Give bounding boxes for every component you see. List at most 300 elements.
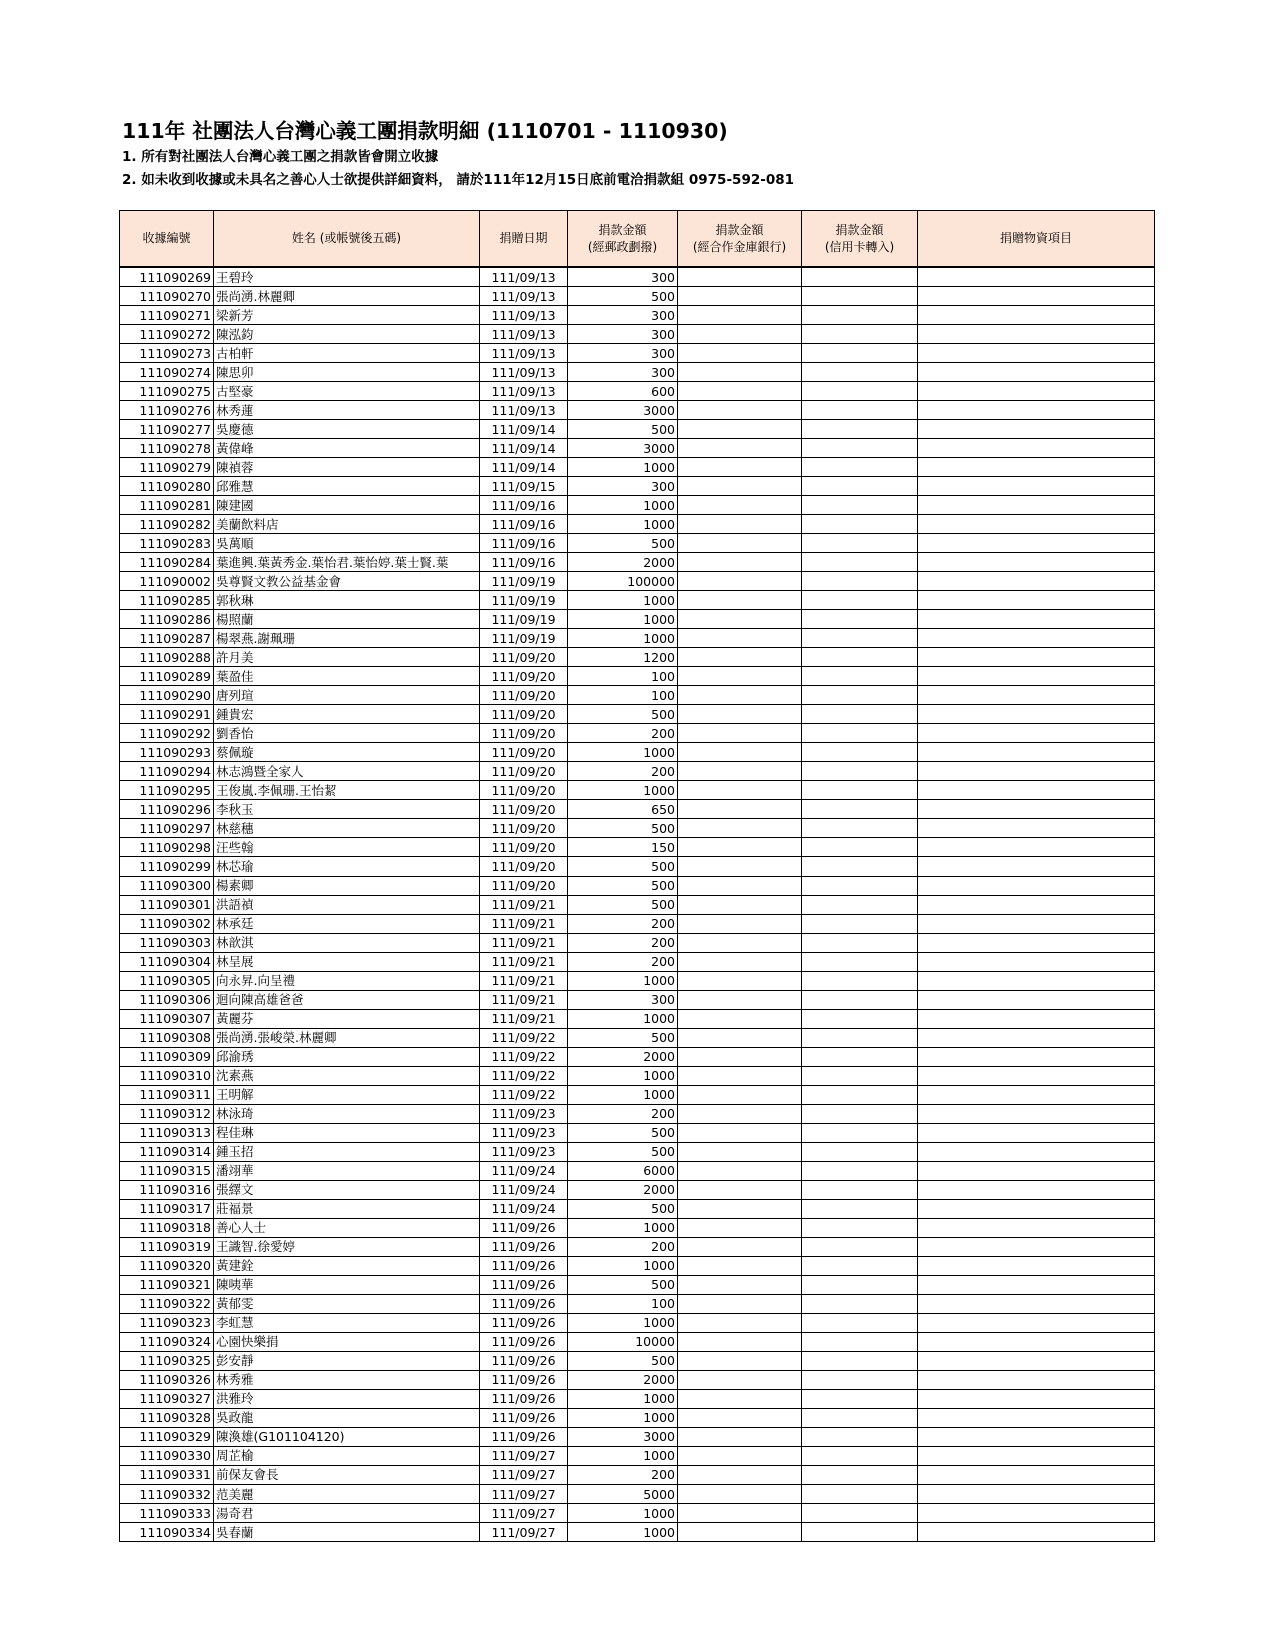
postal-amount-cell: 3000	[568, 1427, 678, 1446]
bank-amount-cell	[678, 496, 802, 515]
postal-amount-cell: 500	[568, 287, 678, 306]
date-cell: 111/09/21	[480, 990, 568, 1009]
bank-amount-cell	[678, 458, 802, 477]
goods-cell	[918, 1485, 1155, 1504]
postal-amount-cell: 10000	[568, 1332, 678, 1351]
postal-amount-cell: 2000	[568, 1370, 678, 1389]
header-postal-amount	[568, 211, 678, 268]
card-amount-cell	[802, 1485, 918, 1504]
name-cell: 林呈展	[214, 952, 480, 971]
card-amount-cell	[802, 420, 918, 439]
card-amount-cell	[802, 572, 918, 591]
bank-amount-cell	[678, 1028, 802, 1047]
table-row	[120, 1218, 1155, 1237]
date-cell: 111/09/27	[480, 1504, 568, 1523]
card-amount-cell	[802, 287, 918, 306]
bank-amount-cell	[678, 306, 802, 325]
postal-amount-cell: 500	[568, 876, 678, 895]
postal-amount-cell: 2000	[568, 553, 678, 572]
bank-amount-cell	[678, 325, 802, 344]
goods-cell	[918, 1446, 1155, 1465]
receipt-no-cell: 111090321	[120, 1275, 214, 1294]
header-name: 姓名 (或帳號後五碼)	[214, 211, 480, 268]
date-cell: 111/09/13	[480, 382, 568, 401]
bank-amount-cell	[678, 1218, 802, 1237]
card-amount-cell	[802, 1313, 918, 1332]
card-amount-cell	[802, 1351, 918, 1370]
name-cell: 葉進興.葉黃秀金.葉怡君.葉怡婷.葉士賢.葉	[214, 553, 480, 572]
receipt-no-cell: 111090312	[120, 1104, 214, 1123]
receipt-no-cell: 111090331	[120, 1465, 214, 1484]
card-amount-cell	[802, 895, 918, 914]
table-row	[120, 1485, 1155, 1504]
goods-cell	[918, 1389, 1155, 1408]
bank-amount-cell	[678, 515, 802, 534]
date-cell: 111/09/13	[480, 287, 568, 306]
name-cell: 黃郁雯	[214, 1294, 480, 1313]
table-row	[120, 1085, 1155, 1104]
date-cell: 111/09/13	[480, 344, 568, 363]
receipt-no-cell: 111090318	[120, 1218, 214, 1237]
table-row	[120, 1275, 1155, 1294]
name-cell: 古柏軒	[214, 344, 480, 363]
bank-amount-cell	[678, 838, 802, 857]
header-postal-line2: (經郵政劃撥)	[587, 239, 658, 254]
name-cell: 陳泓鈞	[214, 325, 480, 344]
date-cell: 111/09/16	[480, 515, 568, 534]
name-cell: 郭秋琳	[214, 591, 480, 610]
name-cell: 洪語禎	[214, 895, 480, 914]
name-cell: 林秀雅	[214, 1370, 480, 1389]
card-amount-cell	[802, 515, 918, 534]
bank-amount-cell	[678, 1123, 802, 1142]
name-cell: 林泳琦	[214, 1104, 480, 1123]
date-cell: 111/09/23	[480, 1142, 568, 1161]
postal-amount-cell: 1000	[568, 629, 678, 648]
postal-amount-cell: 500	[568, 1142, 678, 1161]
postal-amount-cell: 2000	[568, 1180, 678, 1199]
goods-cell	[918, 1523, 1155, 1542]
table-row	[120, 325, 1155, 344]
name-cell: 吳政龍	[214, 1408, 480, 1427]
postal-amount-cell: 200	[568, 933, 678, 952]
card-amount-cell	[802, 534, 918, 553]
bank-amount-cell	[678, 1427, 802, 1446]
date-cell: 111/09/20	[480, 743, 568, 762]
goods-cell	[918, 1085, 1155, 1104]
goods-cell	[918, 1313, 1155, 1332]
goods-cell	[918, 762, 1155, 781]
card-amount-cell	[802, 1427, 918, 1446]
name-cell: 潘翊華	[214, 1161, 480, 1180]
bank-amount-cell	[678, 553, 802, 572]
card-amount-cell	[802, 990, 918, 1009]
name-cell: 林志鴻暨全家人	[214, 762, 480, 781]
goods-cell	[918, 420, 1155, 439]
goods-cell	[918, 382, 1155, 401]
receipt-no-cell: 111090270	[120, 287, 214, 306]
receipt-no-cell: 111090285	[120, 591, 214, 610]
date-cell: 111/09/20	[480, 800, 568, 819]
receipt-no-cell: 111090311	[120, 1085, 214, 1104]
receipt-no-cell: 111090292	[120, 724, 214, 743]
postal-amount-cell: 500	[568, 819, 678, 838]
name-cell: 迴向陳高雄爸爸	[214, 990, 480, 1009]
name-cell: 吳尊賢文教公益基金會	[214, 572, 480, 591]
card-amount-cell	[802, 705, 918, 724]
postal-amount-cell: 1000	[568, 1009, 678, 1028]
date-cell: 111/09/19	[480, 629, 568, 648]
date-cell: 111/09/26	[480, 1218, 568, 1237]
card-amount-cell	[802, 781, 918, 800]
date-cell: 111/09/19	[480, 572, 568, 591]
postal-amount-cell: 1000	[568, 743, 678, 762]
date-cell: 111/09/20	[480, 686, 568, 705]
card-amount-cell	[802, 477, 918, 496]
postal-amount-cell: 1000	[568, 1408, 678, 1427]
note-contact: 2. 如未收到收據或未具名之善心人士欲提供詳細資料， 請於111年12月15日底前電洽捐款組 0975-592-081	[122, 172, 795, 188]
table-row	[120, 382, 1155, 401]
card-amount-cell	[802, 857, 918, 876]
postal-amount-cell: 100	[568, 686, 678, 705]
table-row	[120, 1123, 1155, 1142]
postal-amount-cell: 1000	[568, 1446, 678, 1465]
card-amount-cell	[802, 1142, 918, 1161]
bank-amount-cell	[678, 439, 802, 458]
postal-amount-cell: 100	[568, 1294, 678, 1313]
date-cell: 111/09/21	[480, 1009, 568, 1028]
receipt-no-cell: 111090303	[120, 933, 214, 952]
card-amount-cell	[802, 458, 918, 477]
table-row	[120, 610, 1155, 629]
receipt-no-cell: 111090002	[120, 572, 214, 591]
table-row	[120, 496, 1155, 515]
card-amount-cell	[802, 876, 918, 895]
receipt-no-cell: 111090333	[120, 1504, 214, 1523]
receipt-no-cell: 111090277	[120, 420, 214, 439]
name-cell: 蔡佩璇	[214, 743, 480, 762]
table-row	[120, 838, 1155, 857]
bank-amount-cell	[678, 1313, 802, 1332]
table-row	[120, 1066, 1155, 1085]
date-cell: 111/09/13	[480, 401, 568, 420]
receipt-no-cell: 111090279	[120, 458, 214, 477]
table-row	[120, 363, 1155, 382]
bank-amount-cell	[678, 1142, 802, 1161]
card-amount-cell	[802, 1389, 918, 1408]
name-cell: 前保友會長	[214, 1465, 480, 1484]
name-cell: 湯奇君	[214, 1504, 480, 1523]
table-row	[120, 1504, 1155, 1523]
bank-amount-cell	[678, 667, 802, 686]
date-cell: 111/09/16	[480, 534, 568, 553]
bank-amount-cell	[678, 420, 802, 439]
postal-amount-cell: 500	[568, 1123, 678, 1142]
name-cell: 心園快樂捐	[214, 1332, 480, 1351]
receipt-no-cell: 111090276	[120, 401, 214, 420]
date-cell: 111/09/26	[480, 1294, 568, 1313]
postal-amount-cell: 300	[568, 325, 678, 344]
date-cell: 111/09/26	[480, 1427, 568, 1446]
table-row	[120, 743, 1155, 762]
date-cell: 111/09/22	[480, 1085, 568, 1104]
table-row	[120, 1389, 1155, 1408]
bank-amount-cell	[678, 610, 802, 629]
card-amount-cell	[802, 971, 918, 990]
postal-amount-cell: 1000	[568, 1256, 678, 1275]
receipt-no-cell: 111090310	[120, 1066, 214, 1085]
receipt-no-cell: 111090325	[120, 1351, 214, 1370]
date-cell: 111/09/26	[480, 1313, 568, 1332]
goods-cell	[918, 267, 1155, 287]
receipt-no-cell: 111090300	[120, 876, 214, 895]
bank-amount-cell	[678, 1275, 802, 1294]
table-row	[120, 1199, 1155, 1218]
goods-cell	[918, 1237, 1155, 1256]
date-cell: 111/09/26	[480, 1256, 568, 1275]
bank-amount-cell	[678, 705, 802, 724]
name-cell: 吳萬順	[214, 534, 480, 553]
bank-amount-cell	[678, 534, 802, 553]
card-amount-cell	[802, 1047, 918, 1066]
document-title: 111年 社團法人台灣心義工團捐款明細 (1110701 - 1110930)	[122, 119, 728, 143]
donation-table	[119, 210, 1155, 1542]
card-amount-cell	[802, 648, 918, 667]
bank-amount-cell	[678, 914, 802, 933]
name-cell: 楊素卿	[214, 876, 480, 895]
goods-cell	[918, 1351, 1155, 1370]
goods-cell	[918, 743, 1155, 762]
card-amount-cell	[802, 914, 918, 933]
card-amount-cell	[802, 610, 918, 629]
card-amount-cell	[802, 344, 918, 363]
postal-amount-cell: 6000	[568, 1161, 678, 1180]
card-amount-cell	[802, 952, 918, 971]
bank-amount-cell	[678, 363, 802, 382]
goods-cell	[918, 933, 1155, 952]
goods-cell	[918, 1427, 1155, 1446]
table-row	[120, 1427, 1155, 1446]
name-cell: 黃偉峰	[214, 439, 480, 458]
card-amount-cell	[802, 382, 918, 401]
date-cell: 111/09/21	[480, 952, 568, 971]
name-cell: 梁新芳	[214, 306, 480, 325]
goods-cell	[918, 496, 1155, 515]
receipt-no-cell: 111090314	[120, 1142, 214, 1161]
card-amount-cell	[802, 1446, 918, 1465]
name-cell: 程佳琳	[214, 1123, 480, 1142]
card-amount-cell	[802, 838, 918, 857]
goods-cell	[918, 667, 1155, 686]
postal-amount-cell: 500	[568, 1028, 678, 1047]
goods-cell	[918, 591, 1155, 610]
bank-amount-cell	[678, 1237, 802, 1256]
receipt-no-cell: 111090326	[120, 1370, 214, 1389]
name-cell: 葉盈佳	[214, 667, 480, 686]
name-cell: 美蘭飲料店	[214, 515, 480, 534]
name-cell: 吳慶德	[214, 420, 480, 439]
postal-amount-cell: 5000	[568, 1485, 678, 1504]
receipt-no-cell: 111090287	[120, 629, 214, 648]
card-amount-cell	[802, 1370, 918, 1389]
postal-amount-cell: 2000	[568, 1047, 678, 1066]
card-amount-cell	[802, 933, 918, 952]
bank-amount-cell	[678, 629, 802, 648]
table-row	[120, 1180, 1155, 1199]
goods-cell	[918, 1047, 1155, 1066]
goods-cell	[918, 401, 1155, 420]
goods-cell	[918, 325, 1155, 344]
goods-cell	[918, 534, 1155, 553]
postal-amount-cell: 500	[568, 1351, 678, 1370]
date-cell: 111/09/22	[480, 1028, 568, 1047]
postal-amount-cell: 300	[568, 267, 678, 287]
goods-cell	[918, 1009, 1155, 1028]
bank-amount-cell	[678, 1180, 802, 1199]
postal-amount-cell: 200	[568, 1237, 678, 1256]
bank-amount-cell	[678, 1161, 802, 1180]
goods-cell	[918, 1028, 1155, 1047]
receipt-no-cell: 111090327	[120, 1389, 214, 1408]
date-cell: 111/09/27	[480, 1485, 568, 1504]
postal-amount-cell: 300	[568, 477, 678, 496]
date-cell: 111/09/20	[480, 705, 568, 724]
table-row	[120, 1009, 1155, 1028]
receipt-no-cell: 111090308	[120, 1028, 214, 1047]
table-body	[120, 267, 1155, 1542]
date-cell: 111/09/26	[480, 1332, 568, 1351]
postal-amount-cell: 1000	[568, 781, 678, 800]
receipt-no-cell: 111090302	[120, 914, 214, 933]
card-amount-cell	[802, 306, 918, 325]
table-row	[120, 629, 1155, 648]
table-row	[120, 1047, 1155, 1066]
receipt-no-cell: 111090301	[120, 895, 214, 914]
goods-cell	[918, 1142, 1155, 1161]
postal-amount-cell: 1000	[568, 1504, 678, 1523]
postal-amount-cell: 100000	[568, 572, 678, 591]
postal-amount-cell: 500	[568, 1199, 678, 1218]
card-amount-cell	[802, 591, 918, 610]
receipt-no-cell: 111090324	[120, 1332, 214, 1351]
receipt-no-cell: 111090334	[120, 1523, 214, 1542]
bank-amount-cell	[678, 1256, 802, 1275]
date-cell: 111/09/16	[480, 553, 568, 572]
date-cell: 111/09/19	[480, 591, 568, 610]
bank-amount-cell	[678, 819, 802, 838]
postal-amount-cell: 1000	[568, 610, 678, 629]
goods-cell	[918, 1370, 1155, 1389]
bank-amount-cell	[678, 1389, 802, 1408]
header-bank-line1: 捐款金額	[715, 222, 764, 237]
goods-cell	[918, 705, 1155, 724]
name-cell: 范美麗	[214, 1485, 480, 1504]
name-cell: 陳建國	[214, 496, 480, 515]
bank-amount-cell	[678, 1523, 802, 1542]
receipt-no-cell: 111090290	[120, 686, 214, 705]
bank-amount-cell	[678, 933, 802, 952]
table-row	[120, 895, 1155, 914]
name-cell: 唐列瑄	[214, 686, 480, 705]
table-row	[120, 1028, 1155, 1047]
card-amount-cell	[802, 800, 918, 819]
receipt-no-cell: 111090322	[120, 1294, 214, 1313]
goods-cell	[918, 363, 1155, 382]
table-row	[120, 952, 1155, 971]
date-cell: 111/09/26	[480, 1389, 568, 1408]
bank-amount-cell	[678, 287, 802, 306]
date-cell: 111/09/26	[480, 1351, 568, 1370]
date-cell: 111/09/24	[480, 1180, 568, 1199]
header-bank-amount	[678, 211, 802, 268]
receipt-no-cell: 111090296	[120, 800, 214, 819]
date-cell: 111/09/14	[480, 458, 568, 477]
bank-amount-cell	[678, 382, 802, 401]
name-cell: 莊福景	[214, 1199, 480, 1218]
card-amount-cell	[802, 1275, 918, 1294]
table-row	[120, 1294, 1155, 1313]
card-amount-cell	[802, 439, 918, 458]
receipt-no-cell: 111090294	[120, 762, 214, 781]
receipt-no-cell: 111090306	[120, 990, 214, 1009]
receipt-no-cell: 111090329	[120, 1427, 214, 1446]
receipt-no-cell: 111090280	[120, 477, 214, 496]
goods-cell	[918, 990, 1155, 1009]
receipt-no-cell: 111090313	[120, 1123, 214, 1142]
card-amount-cell	[802, 686, 918, 705]
date-cell: 111/09/27	[480, 1446, 568, 1465]
receipt-no-cell: 111090281	[120, 496, 214, 515]
table-row	[120, 724, 1155, 743]
postal-amount-cell: 1000	[568, 1523, 678, 1542]
name-cell: 鍾貴宏	[214, 705, 480, 724]
bank-amount-cell	[678, 1370, 802, 1389]
date-cell: 111/09/20	[480, 667, 568, 686]
bank-amount-cell	[678, 267, 802, 287]
date-cell: 111/09/20	[480, 648, 568, 667]
receipt-no-cell: 111090323	[120, 1313, 214, 1332]
date-cell: 111/09/23	[480, 1104, 568, 1123]
table-row	[120, 876, 1155, 895]
date-cell: 111/09/20	[480, 838, 568, 857]
table-row	[120, 439, 1155, 458]
postal-amount-cell: 1000	[568, 458, 678, 477]
bank-amount-cell	[678, 591, 802, 610]
goods-cell	[918, 553, 1155, 572]
table-row	[120, 591, 1155, 610]
receipt-no-cell: 111090286	[120, 610, 214, 629]
table-row	[120, 971, 1155, 990]
date-cell: 111/09/15	[480, 477, 568, 496]
goods-cell	[918, 610, 1155, 629]
card-amount-cell	[802, 325, 918, 344]
bank-amount-cell	[678, 971, 802, 990]
receipt-no-cell: 111090284	[120, 553, 214, 572]
name-cell: 張尚湧.林麗卿	[214, 287, 480, 306]
bank-amount-cell	[678, 1009, 802, 1028]
card-amount-cell	[802, 553, 918, 572]
name-cell: 邱雅慧	[214, 477, 480, 496]
postal-amount-cell: 600	[568, 382, 678, 401]
name-cell: 陳思卯	[214, 363, 480, 382]
postal-amount-cell: 500	[568, 857, 678, 876]
card-amount-cell	[802, 1009, 918, 1028]
bank-amount-cell	[678, 1446, 802, 1465]
receipt-no-cell: 111090295	[120, 781, 214, 800]
date-cell: 111/09/21	[480, 933, 568, 952]
table-row	[120, 1142, 1155, 1161]
postal-amount-cell: 1000	[568, 1313, 678, 1332]
